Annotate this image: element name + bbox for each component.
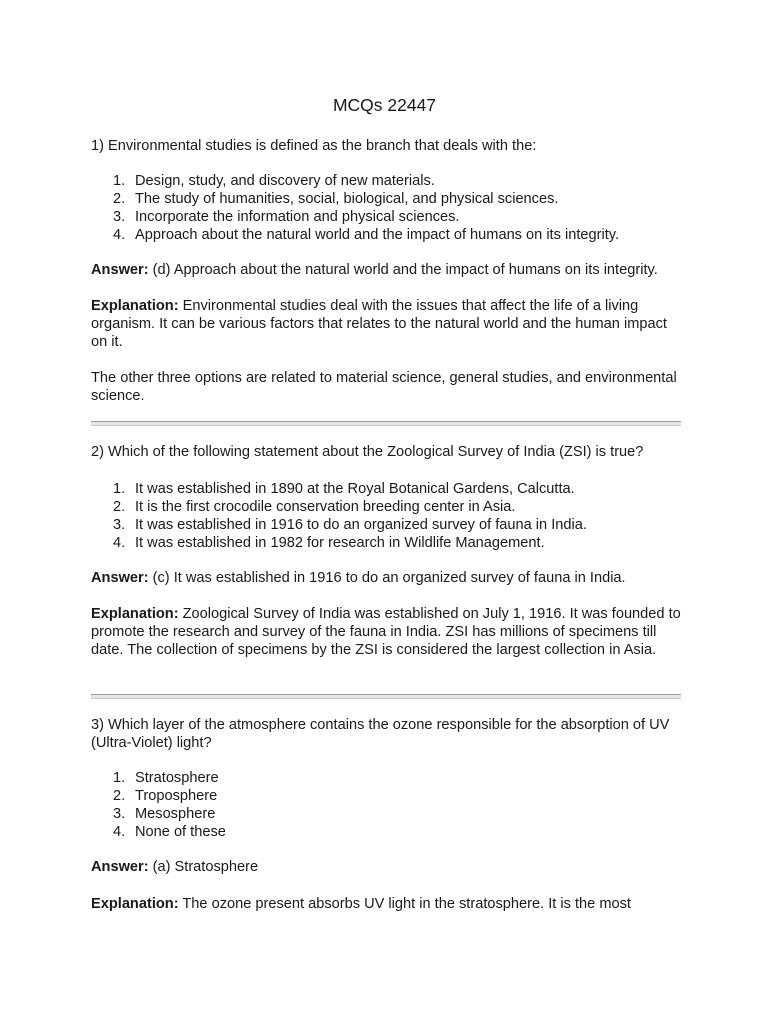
option-item: 2. It is the first crocodile conservation breeding center in Asia. [113,499,516,515]
explanation-label: Explanation: [91,606,179,622]
question-1-options [91,172,681,244]
question-1-text: 1) Environmental studies is defined as the branch that deals with the: [91,138,537,154]
question-2-text: 2) Which of the following statement about the Zoological Survey of India (ZSI) is true? [91,444,644,460]
explanation-3 [91,895,681,913]
option-item: 2. Troposphere [113,788,218,804]
section-divider [91,421,681,426]
explanation-label: Explanation: [91,298,179,314]
explanation-text: Environmental studies deal with the issues that affect the life of a living organism. It can be various factors that relates to the natural world and the human impact on it. [91,298,667,350]
option-item: 3. It was established in 1916 to do an organized survey of fauna in India. [113,517,587,533]
answer-label: Answer: [91,570,149,586]
option-item: 4. None of these [113,824,226,840]
page-title: MCQs 22447 [332,95,437,115]
question-3-options [91,769,681,841]
option-item: 4. It was established in 1982 for research in Wildlife Management. [113,535,545,551]
answer-1 [91,261,681,279]
answer-3 [91,858,681,876]
answer-2 [91,569,681,587]
option-item: 1. Design, study, and discovery of new materials. [113,173,435,189]
question-3 [91,716,681,752]
option-item: 3. Incorporate the information and physical sciences. [113,209,460,225]
section-divider [91,694,681,699]
option-item: 1. Stratosphere [113,770,219,786]
answer-label: Answer: [91,859,149,875]
explanation-text: Zoological Survey of India was established on July 1, 1916. It was founded to promote the research and survey of the fauna in India. ZSI has millions of specimens till date. The collection of specimens by the ZSI is considered the largest collection in Asia. [91,606,681,658]
answer-text: (d) Approach about the natural world and the impact of humans on its integrity. [152,262,658,278]
answer-label: Answer: [91,262,149,278]
explanation-text: The ozone present absorbs UV light in the stratosphere. It is the most [182,896,631,912]
option-item: 1. It was established in 1890 at the Royal Botanical Gardens, Calcutta. [113,481,575,497]
explanation-label: Explanation: [91,896,179,912]
question-2-options [91,480,681,552]
question-2 [91,443,681,461]
answer-text: (a) Stratosphere [152,859,259,875]
answer-text: (c) It was established in 1916 to do an organized survey of fauna in India. [152,570,626,586]
option-item: 3. Mesosphere [113,806,216,822]
explanation-2 [91,605,681,659]
question-3-text: 3) Which layer of the atmosphere contains the ozone responsible for the absorption of UV (Ultra-Violet) light? [91,717,670,751]
extra-note-1 [91,369,681,405]
question-1 [91,137,681,155]
option-item: 2. The study of humanities, social, biological, and physical sciences. [113,191,559,207]
option-item: 4. Approach about the natural world and the impact of humans on its integrity. [113,227,620,243]
explanation-1 [91,297,681,351]
extra-note-text: The other three options are related to material science, general studies, and environmental science. [91,370,677,404]
